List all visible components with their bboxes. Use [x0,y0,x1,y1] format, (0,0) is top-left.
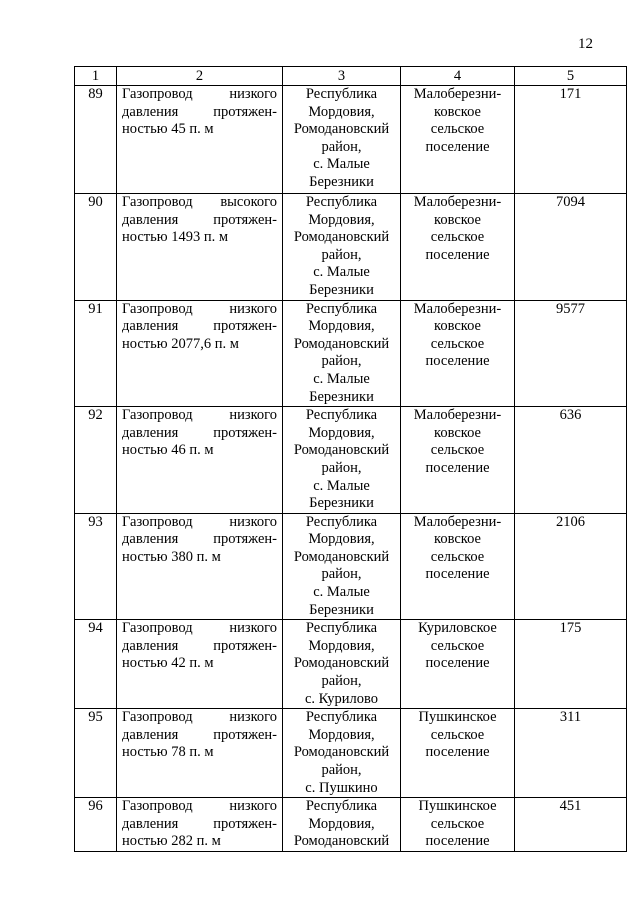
address-cell [283,513,401,620]
value: 7094 [556,194,585,210]
address-cell [283,86,401,194]
object-name-line: ностью 78 п. м [122,744,214,761]
address-line: Мордовия, [308,637,375,654]
address-line: Березники [309,173,374,190]
address-line: с. Пушкино [305,779,378,796]
address-line: район, [321,138,362,155]
table-row [75,194,627,301]
object-name-line: Газопровод высокого [122,194,277,210]
object-name-line: Газопровод низкого [122,620,277,637]
address-line: Мордовия, [308,815,375,832]
registry-table [74,66,627,852]
settlement-line: ковское [434,424,481,441]
settlement-line: Пушкинское [418,709,497,726]
row-number: 91 [88,300,103,317]
object-name-line: давления протяжен- [122,637,277,654]
settlement-line: Малоберезни- [413,194,502,210]
row-number: 93 [88,513,103,530]
row-number-cell [75,407,117,514]
object-name-line: Газопровод низкого [122,798,277,815]
address-line: Республика [305,300,378,317]
address-line: Ромодановский [293,442,390,459]
settlement-line: ковское [434,103,481,120]
settlement-cell [401,300,515,407]
settlement-cell [401,709,515,798]
address-line: Мордовия, [308,531,375,548]
settlement-line: сельское [430,229,485,246]
row-number-cell [75,194,117,301]
object-name-line: давления протяжен- [122,211,277,228]
address-line: Республика [305,194,378,210]
column-header-4: 4 [401,67,515,86]
value-cell [515,407,627,514]
value-cell [515,620,627,709]
address-line: Ромодановский [293,335,390,352]
settlement-line: Малоберезни- [413,407,502,424]
address-line: Березники [309,495,374,512]
address-line: Мордовия, [308,424,375,441]
column-header-3: 3 [283,67,401,86]
address-line: Ромодановский [293,548,390,565]
address-line: Мордовия, [308,726,375,743]
address-line: район, [321,459,362,476]
address-line: Мордовия, [308,318,375,335]
object-name-line: давления протяжен- [122,424,277,441]
object-name-line: Газопровод низкого [122,300,277,317]
object-name-cell [117,620,283,709]
settlement-line: поселение [425,353,490,370]
value: 451 [559,798,582,815]
value: 636 [559,407,582,424]
address-line: Березники [309,601,374,618]
object-name-line: ностью 282 п. м [122,833,221,850]
settlement-line: ковское [434,211,481,228]
value-cell [515,300,627,407]
address-cell [283,300,401,407]
settlement-line: поселение [425,566,490,583]
object-name-line: ностью 2077,6 п. м [122,335,239,352]
settlement-line: поселение [425,459,490,476]
object-name-line: давления протяжен- [122,815,277,832]
address-line: район, [321,566,362,583]
row-number: 90 [88,194,103,210]
row-number: 89 [88,86,103,102]
object-name-cell [117,300,283,407]
settlement-line: Куриловское [418,620,497,637]
value-cell [515,709,627,798]
row-number: 92 [88,407,103,424]
settlement-line: Малоберезни- [413,300,502,317]
settlement-line: сельское [430,815,485,832]
table-row [75,513,627,620]
row-number-cell [75,86,117,194]
address-line: Ромодановский [293,229,390,246]
settlement-line: сельское [430,121,485,138]
column-header-5: 5 [515,67,627,86]
address-line: Березники [309,388,374,405]
row-number: 94 [88,620,103,637]
value-cell [515,86,627,194]
object-name-line: ностью 1493 п. м [122,229,229,246]
row-number: 96 [88,798,103,815]
address-line: Ромодановский [293,744,390,761]
address-line: район, [321,673,362,690]
settlement-line: сельское [430,637,485,654]
value: 175 [559,620,582,637]
object-name-cell [117,407,283,514]
table-row [75,709,627,798]
settlement-cell [401,798,515,852]
object-name-line: давления протяжен- [122,318,277,335]
settlement-cell [401,513,515,620]
address-line: Ромодановский [293,121,390,138]
settlement-line: поселение [425,655,490,672]
settlement-cell [401,407,515,514]
value-cell [515,513,627,620]
value-cell [515,798,627,852]
address-line: Республика [305,86,378,102]
object-name-line: ностью 45 п. м [122,121,214,138]
address-line: район, [321,353,362,370]
object-name-line: Газопровод низкого [122,407,277,424]
settlement-line: сельское [430,726,485,743]
address-line: Ромодановский [293,833,390,850]
table-row [75,300,627,407]
object-name-line: ностью 380 п. м [122,548,221,565]
address-line: с. Малые [313,370,370,387]
row-number-cell [75,300,117,407]
settlement-line: поселение [425,833,490,850]
object-name-line: давления протяжен- [122,726,277,743]
settlement-line: Пушкинское [418,798,497,815]
address-line: Республика [305,709,378,726]
settlement-line: поселение [425,246,490,263]
object-name-line: Газопровод низкого [122,709,277,726]
address-line: с. Малые [313,156,370,173]
object-name-line: ностью 42 п. м [122,655,214,672]
address-line: Республика [305,407,378,424]
settlement-line: поселение [425,744,490,761]
settlement-line: сельское [430,335,485,352]
column-header-2: 2 [117,67,283,86]
value-cell [515,194,627,301]
object-name-cell [117,709,283,798]
address-cell [283,709,401,798]
address-line: Мордовия, [308,103,375,120]
row-number-cell [75,798,117,852]
address-line: район, [321,762,362,778]
address-line: с. Малые [313,477,370,494]
settlement-line: Малоберезни- [413,86,502,102]
settlement-line: поселение [425,138,490,155]
column-number-row [75,67,627,86]
address-line: район, [321,246,362,263]
table-row [75,86,627,194]
address-line: Республика [305,620,378,637]
settlement-line: сельское [430,548,485,565]
address-line: с. Малые [313,584,370,601]
object-name-line: ностью 46 п. м [122,442,214,459]
settlement-cell [401,194,515,301]
settlement-line: ковское [434,318,481,335]
settlement-cell [401,620,515,709]
address-line: Ромодановский [293,655,390,672]
address-line: Республика [305,513,378,530]
object-name-line: давления протяжен- [122,531,277,548]
value: 9577 [556,300,585,317]
object-name-line: Газопровод низкого [122,513,277,530]
value: 171 [559,86,582,102]
address-cell [283,407,401,514]
settlement-line: ковское [434,531,481,548]
settlement-cell [401,86,515,194]
settlement-line: сельское [430,442,485,459]
value: 311 [559,709,582,726]
object-name-line: давления протяжен- [122,103,277,120]
object-name-cell [117,798,283,852]
row-number: 95 [88,709,103,726]
column-header-1: 1 [75,67,117,86]
address-cell [283,798,401,852]
object-name-line: Газопровод низкого [122,86,277,102]
page-number: 12 [578,36,593,52]
address-line: Березники [309,281,374,298]
row-number-cell [75,513,117,620]
table-row [75,798,627,852]
object-name-cell [117,86,283,194]
table-row [75,407,627,514]
address-line: Мордовия, [308,211,375,228]
value: 2106 [556,513,585,530]
object-name-cell [117,194,283,301]
address-line: Республика [305,798,378,815]
address-line: с. Малые [313,264,370,281]
row-number-cell [75,709,117,798]
settlement-line: Малоберезни- [413,513,502,530]
table-row [75,620,627,709]
row-number-cell [75,620,117,709]
object-name-cell [117,513,283,620]
address-line: с. Курилово [304,690,378,707]
address-cell [283,194,401,301]
address-cell [283,620,401,709]
